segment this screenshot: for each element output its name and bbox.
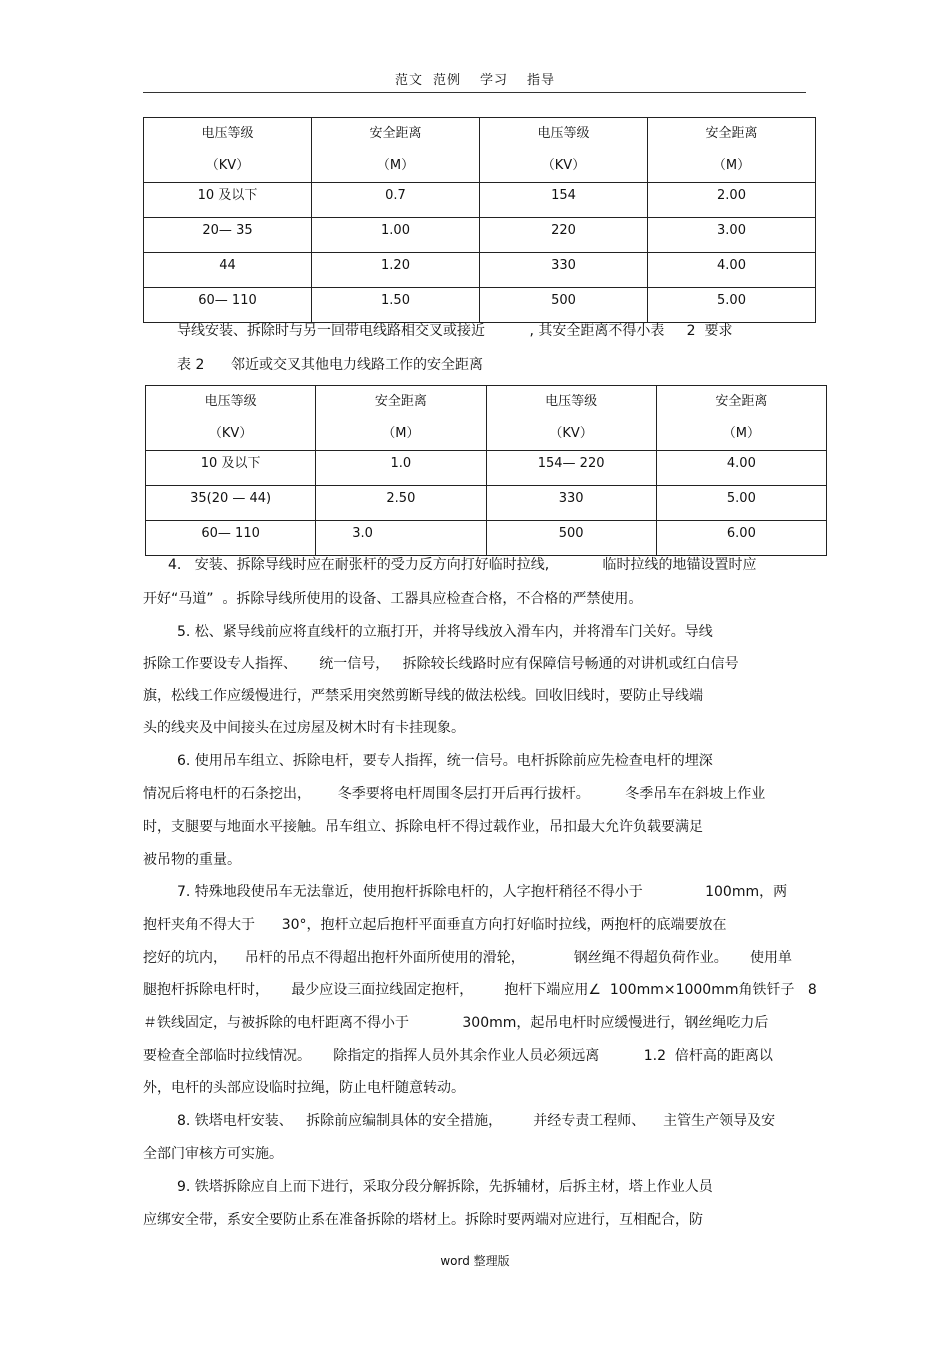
header-label: 电压等级	[204, 394, 257, 409]
table-cell: 500	[486, 521, 656, 556]
header-unit: （KV）	[549, 426, 593, 441]
table-cell: 2.00	[648, 183, 816, 218]
table-cell: 4.00	[648, 253, 816, 288]
table-cell: 10 及以下	[144, 183, 312, 218]
body-line: 4. 安装、拆除导线时应在耐张杆的受力反方向打好临时拉线, 临时拉线的地锚设置时应	[168, 557, 757, 573]
header-unit: （KV）	[541, 158, 586, 173]
table-cell: 2.50	[316, 486, 486, 521]
table-header-cell	[316, 386, 486, 451]
header-label: 安全距离	[705, 126, 758, 141]
table-cell: 154— 220	[486, 451, 656, 486]
body-line: 抱杆夹角不得大于 30°，抱杆立起后抱杆平面垂直方向打好临时拉线，两抱杆的底端要放在	[143, 917, 727, 933]
table-cell: 5.00	[648, 288, 816, 323]
table-header-row	[146, 386, 827, 451]
header-label: 电压等级	[537, 126, 590, 141]
body-line: 头的线夹及中间接头在过房屋及树木时有卡挂现象。	[143, 720, 465, 736]
table-header-cell	[648, 118, 816, 183]
table-caption: 表 2 邻近或交叉其他电力线路工作的安全距离	[177, 357, 484, 373]
table-header-cell	[146, 386, 316, 451]
table-header-cell	[656, 386, 826, 451]
body-line: 被吊物的重量。	[143, 852, 241, 868]
table-cell: 220	[480, 218, 648, 253]
header-label: 安全距离	[374, 394, 427, 409]
safety-distance-table-2	[145, 385, 827, 556]
table-cell: 6.00	[656, 521, 826, 556]
body-line: 应绑安全带，系安全要防止系在准备拆除的塔材上。拆除时要两端对应进行，互相配合，防	[143, 1212, 703, 1228]
table-cell: 1.20	[312, 253, 480, 288]
table-row	[146, 521, 827, 556]
table-cell: 4.00	[656, 451, 826, 486]
body-line: 8. 铁塔电杆安装、 拆除前应编制具体的安全措施， 并经专责工程师、 主管生产领导及安	[177, 1113, 776, 1129]
header-unit: （M）	[712, 158, 751, 173]
table-cell: 1.0	[316, 451, 486, 486]
body-line: 全部门审核方可实施。	[143, 1146, 283, 1162]
table-cell: 330	[486, 486, 656, 521]
body-line: 情况后将电杆的石条挖出， 冬季要将电杆周围冬层打开后再行拔杆。 冬季吊车在斜坡上作业	[143, 786, 766, 802]
header-unit: （KV）	[208, 426, 253, 441]
table-cell: 1.00	[312, 218, 480, 253]
header-unit: （M）	[376, 158, 415, 173]
table-cell: 5.00	[656, 486, 826, 521]
table-row	[144, 183, 816, 218]
table-row	[146, 451, 827, 486]
header-unit: （M）	[722, 426, 760, 441]
body-line: 旗，松线工作应缓慢进行，严禁采用突然剪断导线的做法松线。回收旧线时，要防止导线端	[143, 688, 703, 704]
table-header-cell	[486, 386, 656, 451]
safety-distance-table-1	[143, 117, 816, 323]
table-row	[144, 253, 816, 288]
header-divider	[143, 92, 806, 93]
table-cell: 44	[144, 253, 312, 288]
header-label: 安全距离	[715, 394, 768, 409]
header-label: 电压等级	[201, 126, 254, 141]
table-header-cell	[312, 118, 480, 183]
table-cell: 154	[480, 183, 648, 218]
header-item: 指导	[527, 73, 556, 88]
body-line: 时，支腿要与地面水平接触。吊车组立、拆除电杆不得过载作业，吊扣最大允许负载要满足	[143, 819, 703, 835]
page-header	[0, 69, 950, 88]
body-line: 6. 使用吊车组立、拆除电杆，要专人指挥，统一信号。电杆拆除前应先检查电杆的埋深	[177, 753, 713, 769]
body-line: 7. 特殊地段使吊车无法靠近，使用抱杆拆除电杆的，人字抱杆稍径不得小于 100mm，两	[177, 884, 788, 900]
body-line: 要检查全部临时拉线情况。 除指定的指挥人员外其余作业人员必须远离 1.2 倍杆高的距离以	[143, 1048, 773, 1064]
table-header-row	[144, 118, 816, 183]
table-cell: 10 及以下	[146, 451, 316, 486]
body-line: 5. 松、紧导线前应将直线杆的立瓶打开，并将导线放入滑车内，并将滑车门关好。导线	[177, 624, 713, 640]
table-cell: 35(20 — 44)	[146, 486, 316, 521]
body-line: 外，电杆的头部应设临时拉绳，防止电杆随意转动。	[143, 1080, 465, 1096]
header-unit: （KV）	[205, 158, 250, 173]
page-footer: word 整理版	[440, 1254, 510, 1268]
table-cell: 500	[480, 288, 648, 323]
header-unit: （M）	[382, 426, 420, 441]
body-line: 9. 铁塔拆除应自上而下进行，采取分段分解拆除，先拆辅材，后拆主材，塔上作业人员	[177, 1179, 713, 1195]
table-cell: 60— 110	[146, 521, 316, 556]
header-label: 电压等级	[545, 394, 598, 409]
table-row	[144, 218, 816, 253]
table-cell: 20— 35	[144, 218, 312, 253]
table-cell: 3.0	[316, 521, 486, 556]
table-row	[146, 486, 827, 521]
table-cell: 60— 110	[144, 288, 312, 323]
body-line: 腿抱杆拆除电杆时， 最少应设三面拉线固定抱杆， 抱杆下端应用∠ 100mm×1000mm角铁钎子 8	[143, 982, 817, 998]
table-cell: 1.50	[312, 288, 480, 323]
header-item: 范例	[432, 73, 461, 88]
header-item: 学习	[480, 73, 509, 88]
table-header-cell	[144, 118, 312, 183]
table-row	[144, 288, 816, 323]
body-line: 开好“马道” 。拆除导线所使用的设备、工器具应检查合格，不合格的严禁使用。	[143, 591, 643, 607]
table-cell: 330	[480, 253, 648, 288]
body-line: 拆除工作要设专人指挥、 统一信号， 拆除较长线路时应有保障信号畅通的对讲机或红白信号	[143, 656, 739, 672]
header-item: 范文	[394, 73, 423, 88]
table-cell: 0.7	[312, 183, 480, 218]
body-line: ＃铁线固定，与被拆除的电杆距离不得小于 300mm，起吊电杆时应缓慢进行，钢丝绳吃力后	[143, 1015, 769, 1031]
table-cell: 3.00	[648, 218, 816, 253]
header-label: 安全距离	[369, 126, 422, 141]
body-line: 挖好的坑内， 吊杆的吊点不得超出抱杆外面所使用的滑轮， 钢丝绳不得超负荷作业。 使用单	[143, 950, 793, 966]
table-header-cell	[480, 118, 648, 183]
body-line: 导线安装、拆除时与另一回带电线路相交叉或接近 , 其安全距离不得小表 2 要求	[177, 323, 733, 339]
